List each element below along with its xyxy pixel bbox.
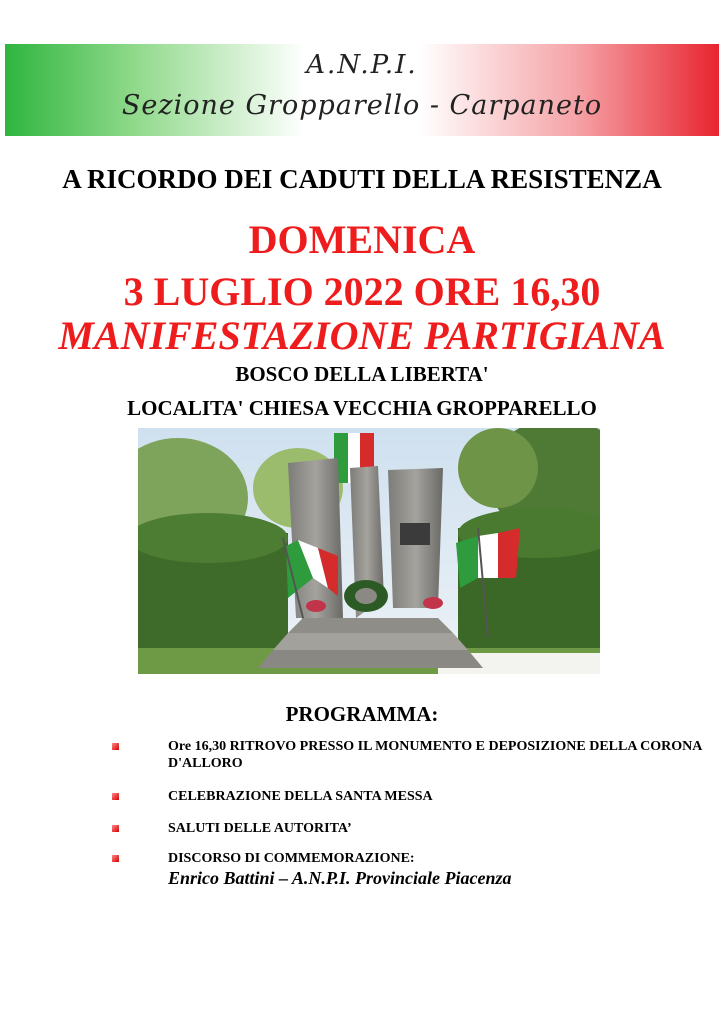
event-day: DOMENICA	[248, 217, 476, 262]
speaker-name: Enrico Battini – A.N.P.I. Provinciale Piacenza	[168, 868, 512, 888]
list-item-text: Ore 16,30 RITROVO PRESSO IL MONUMENTO E DEPOSIZIONE DELLA CORONA D'ALLORO	[168, 739, 702, 771]
bullet-icon	[112, 825, 119, 832]
bullet-icon	[112, 793, 119, 800]
event-place-line2: LOCALITA' CHIESA VECCHIA GROPPARELLO	[127, 396, 597, 420]
list-item-text: SALUTI DELLE AUTORITA’	[168, 821, 352, 836]
list-item-main: DISCORSO DI COMMEMORAZIONE:	[168, 851, 415, 866]
bullet-icon	[112, 743, 119, 750]
event-date-time: 3 LUGLIO 2022 ORE 16,30	[123, 269, 601, 314]
programma-title: PROGRAMMA:	[285, 702, 439, 726]
headline: A RICORDO DEI CADUTI DELLA RESISTENZA	[62, 164, 662, 194]
event-place-line1: BOSCO DELLA LIBERTA'	[235, 362, 489, 386]
event-name: MANIFESTAZIONE PARTIGIANA	[58, 313, 666, 358]
banner-title: A.N.P.I.	[306, 50, 418, 80]
anpi-banner	[5, 44, 719, 136]
banner-subtitle: Sezione Gropparello - Carpaneto	[121, 90, 603, 121]
monument-photo	[138, 428, 600, 674]
list-item-text	[168, 850, 708, 889]
list-item-text: CELEBRAZIONE DELLA SANTA MESSA	[168, 789, 433, 804]
bullet-icon	[112, 855, 119, 862]
